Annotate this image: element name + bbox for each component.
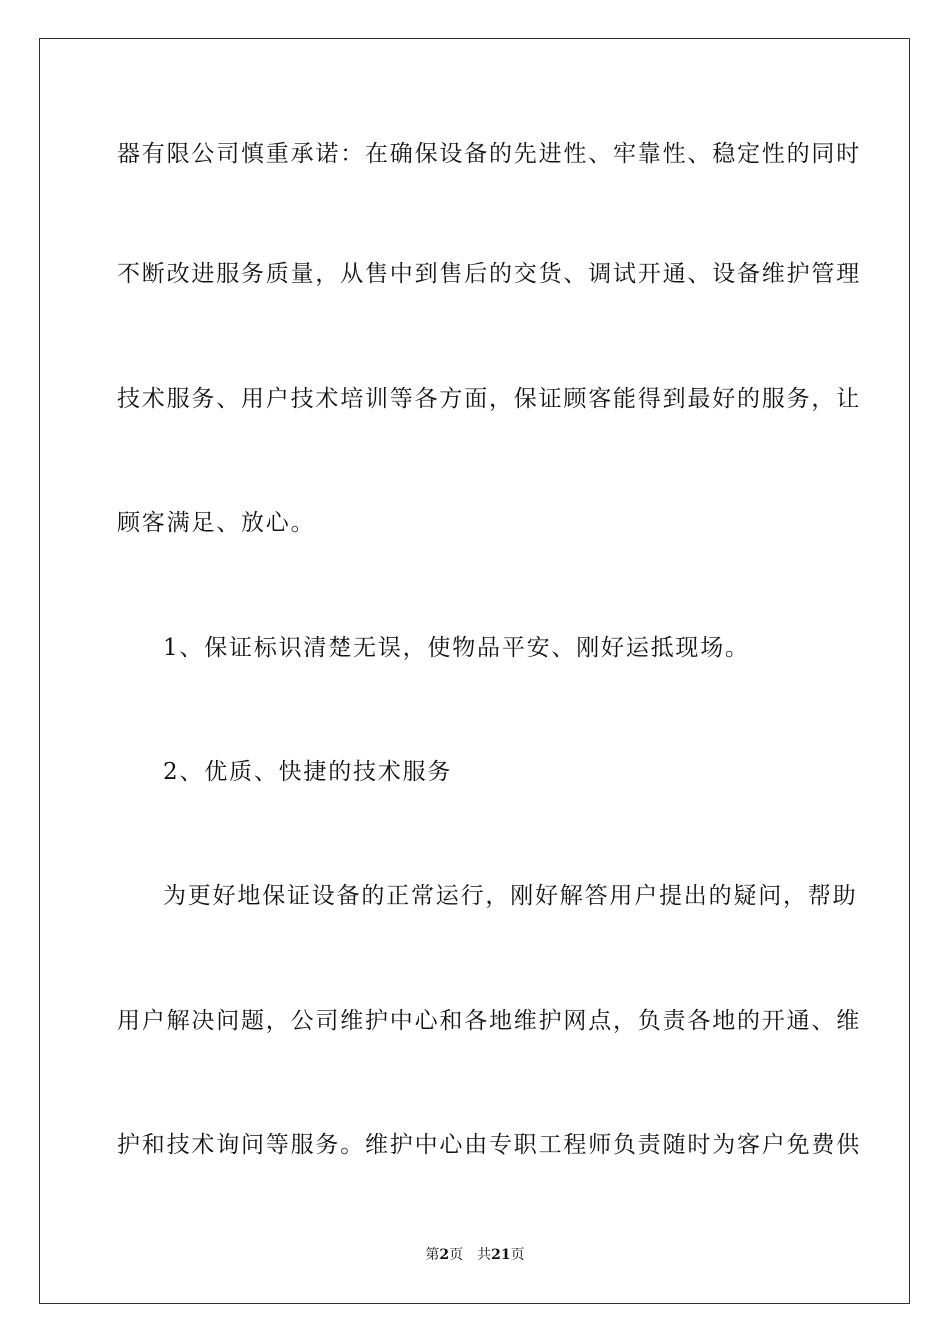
footer-page-suffix: 页	[449, 1247, 464, 1263]
paragraph-line: 用户解决问题，公司维护中心和各地维护网点，负责各地的开通、维	[117, 1008, 861, 1034]
footer-total-prefix: 共	[477, 1247, 492, 1263]
footer-page-number: 2	[439, 1247, 450, 1263]
paragraph-line: 护和技术询问等服务。维护中心由专职工程师负责随时为客户免费供	[117, 1132, 861, 1158]
footer-total-number: 21	[491, 1247, 511, 1263]
paragraph-line: 器有限公司慎重承诺：在确保设备的先进性、牢靠性、稳定性的同时	[117, 141, 861, 167]
page-footer	[0, 1246, 950, 1264]
paragraph-line: 技术服务、用户技术培训等各方面，保证顾客能得到最好的服务，让	[117, 386, 861, 412]
footer-total-suffix: 页	[510, 1247, 525, 1263]
paragraph-line: 不断改进服务质量，从售中到售后的交货、调试开通、设备维护管理	[117, 261, 861, 287]
paragraph-line: 为更好地保证设备的正常运行，刚好解答用户提出的疑问，帮助	[163, 883, 858, 909]
paragraph-line: 顾客满足、放心。	[117, 510, 316, 536]
list-item-line: 2、优质、快捷的技术服务	[163, 759, 453, 785]
page-frame	[39, 38, 910, 1304]
list-item-line: 1、保证标识清楚无误，使物品平安、刚好运抵现场。	[163, 635, 750, 661]
footer-page-prefix: 第	[425, 1247, 440, 1263]
